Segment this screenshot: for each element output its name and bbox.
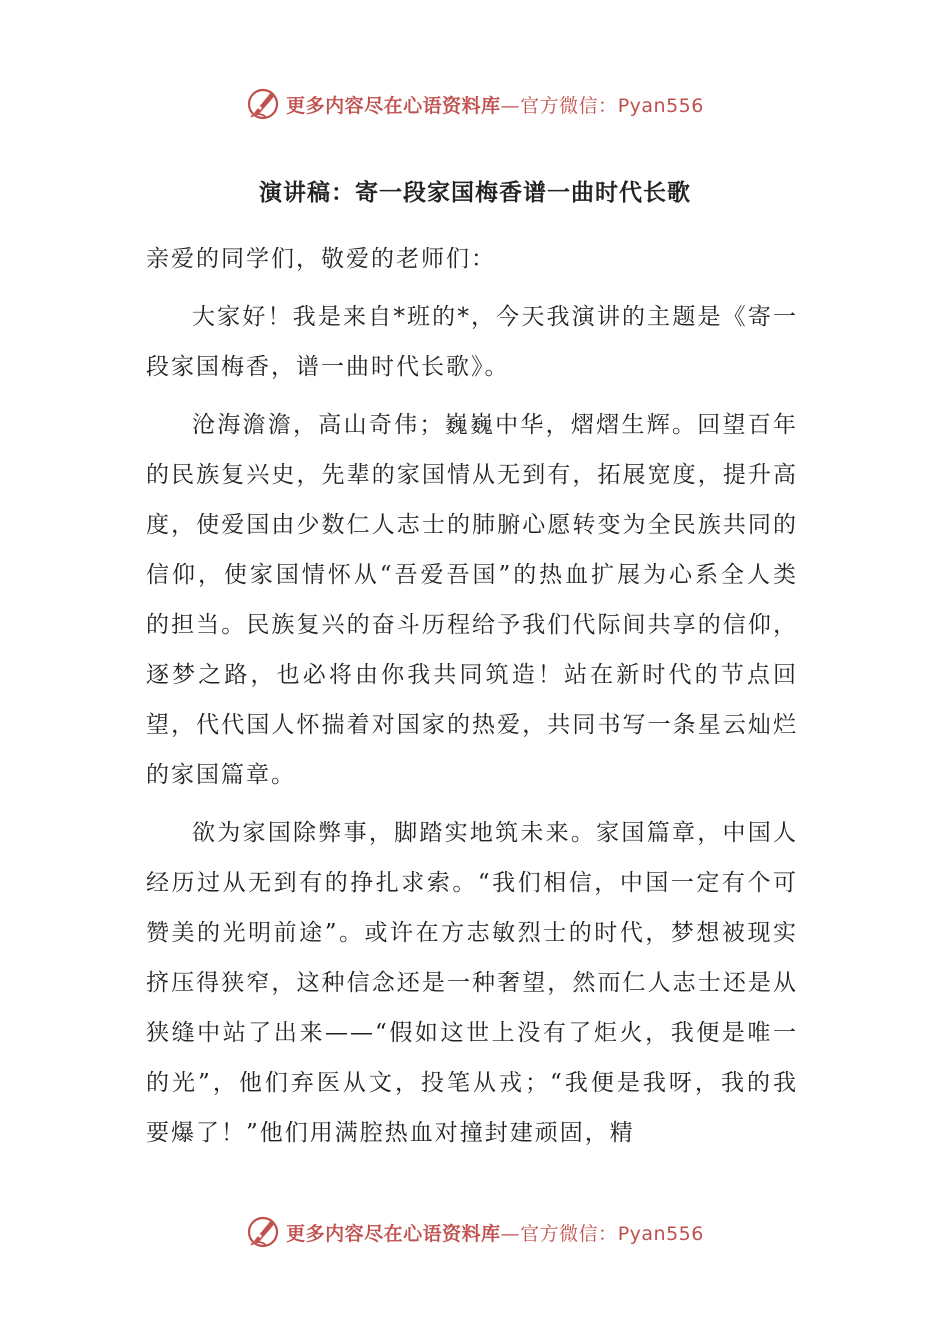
banner-separator: — [500,94,521,117]
pen-nib-logo-icon [246,1215,280,1249]
banner-sub-text: 官方微信： [520,94,618,117]
banner-wechat-id: Pyan556 [617,1222,704,1245]
paragraph-2: 沧海澹澹，高山奇伟；巍巍中华，熠熠生辉。回望百年的民族复兴史，先辈的家国情从无到有，拓展宽度，提升高度，使爱国由少数仁人志士的肺腑心愿转变为全民族共同的信仰，使家国情怀从“吾爱吾国”的热血扩展为心系全人类的担当。民族复兴的奋斗历程给予我们代际间共享的信仰，逐梦之路，也必将由你我共同筑造！站在新时代的节点回望，代代国人怀揣着对国家的热爱，共同书写一条星云灿烂的家国篇章。 [146,412,798,788]
paragraph-3: 欲为家国除弊事，脚踏实地筑未来。家国篇章，中国人经历过从无到有的挣扎求索。“我们相信，中国一定有个可赞美的光明前途”。或许在方志敏烈士的时代，梦想被现实挤压得狭窄，这种信念还是一种奢望，然而仁人志士还是从狭缝中站了出来——“假如这世上没有了炬火，我便是唯一的光”，他们弃医从文，投笔从戎；“我便是我呀，我的我要爆了！”他们用满腔热血对撞封建顽固，精 [146,820,798,1146]
banner-separator: — [500,1222,521,1245]
banner-text [286,91,704,118]
banner-main-text: 更多内容尽在心语资料库 [286,1222,501,1245]
footer-banner [0,1212,950,1252]
salutation: 亲爱的同学们，敬爱的老师们： [146,246,496,272]
document-title: 演讲稿：寄一段家国梅香谱一曲时代长歌 [259,179,691,206]
banner-main-text: 更多内容尽在心语资料库 [286,94,501,117]
header-banner [0,84,950,124]
banner-sub-text: 官方微信： [520,1222,618,1245]
banner-wechat-id: Pyan556 [617,94,704,117]
pen-nib-logo-icon [246,87,280,121]
banner-text [286,1219,704,1246]
document-body [146,234,798,1158]
paragraph-1: 大家好！我是来自*班的*，今天我演讲的主题是《寄一段家国梅香，谱一曲时代长歌》。 [146,304,798,380]
